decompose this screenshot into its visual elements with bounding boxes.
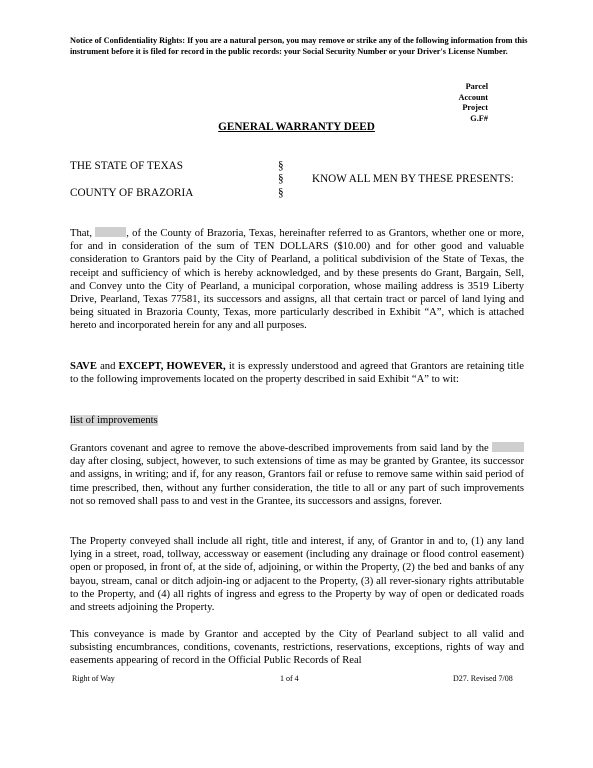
state-line: THE STATE OF TEXAS [70, 160, 183, 172]
improvements-field[interactable]: list of improvements [70, 415, 158, 426]
section-mark-2: § [278, 173, 284, 185]
footer-left: Right of Way [72, 674, 115, 683]
confidentiality-notice: Notice of Confidentiality Rights: If you are a natural person, you may remove or strike any of the following information from this instrument before it is filed for record in the public records: your Social Security Number or your Driver's License Number. [70, 36, 528, 56]
footer-right: D27. Revised 7/08 [453, 674, 513, 683]
p2-rest: it is expressly understood and agreed that Grantors are retaining title to the following improvements located on the property described in said Exhibit “A” to wit: [70, 361, 525, 386]
gf-label: G.F# [470, 113, 488, 123]
p3-post: day after closing, subject, however, to such extensions of time as may be granted by Grantee, its successor and assigns, in writing; and if, for any reason, Grantors fail or refuse to remove same within said period of time prescribed, then, without any further consideration, the title to all or any part of such improvements not so removed shall pass to and vest in the Grantee, its successors and assigns, forever. [70, 456, 524, 507]
removal-paragraph [70, 442, 524, 508]
p1-post: , of the County of Brazoria, Texas, hereinafter referred to as Grantors, whether one or more, for and in consideration of the sum of TEN DOLLARS ($10.00) and for other good and valuable consideration to Grantors paid by the City of Pearland, a political subdivision of the State of Texas, the receipt and sufficiency of which is hereby acknowledged, and by these presents do Grant, Bargain, Sell, and Convey unto the City of Pearland, a municipal corporation, whose mailing address is 3519 Liberty Drive, Pearland, Texas 77581, its successors and assigns, all that certain tract or parcel of land lying and being situated in Brazoria County, Texas, more particularly described in Exhibit “A”, which is attached hereto and incorporated herein for any and all purposes. [70, 228, 524, 332]
p1-pre: That, [70, 228, 96, 239]
page-number: 1 of 4 [280, 674, 299, 683]
parcel-label: Parcel [465, 82, 488, 91]
and-text: and [96, 361, 119, 372]
improvements-list [70, 414, 524, 427]
section-mark-1: § [278, 160, 284, 172]
know-all-men: KNOW ALL MEN BY THESE PRESENTS: [312, 173, 514, 185]
grantor-name-field[interactable] [95, 227, 126, 237]
county-line: COUNTY OF BRAZORIA [70, 187, 194, 199]
except-text: EXCEPT, HOWEVER, [118, 361, 226, 372]
section-mark-3: § [278, 187, 284, 199]
document-title: GENERAL WARRANTY DEED [218, 121, 375, 133]
project-label: Project [462, 103, 488, 112]
p3-pre: Grantors covenant and agree to remove the above-described improvements from said land by the [70, 443, 492, 454]
property-paragraph: The Property conveyed shall include all right, title and interest, if any, of Grantor in and to, (1) any land lying in a street, road, tollway, accessway or easement (including any drainage or flood control easement) open or proposed, in front of, at the side of, adjoining, or within the Property, (2) the bed and banks of any bayou, stream, canal or ditch adjoin-ing or adjacent to the Property, (3) all rever-sionary rights attributable to the Property, and (4) all rights of ingress and egress to the Property by way of open or dedicated roads and streets adjoining the Property. [70, 536, 524, 614]
days-field[interactable] [492, 442, 524, 452]
save-text: SAVE [70, 361, 97, 372]
reference-block [430, 82, 488, 124]
conveyance-paragraph [70, 227, 524, 333]
save-except-paragraph [70, 360, 524, 386]
conveyance-terms-paragraph: This conveyance is made by Grantor and accepted by the City of Pearland subject to all valid and subsisting encumbrances, conditions, covenants, restrictions, reservations, exceptions, rights of way and easements appearing of record in the Official Public Records of Real [70, 629, 524, 667]
account-label: Account [458, 92, 488, 102]
